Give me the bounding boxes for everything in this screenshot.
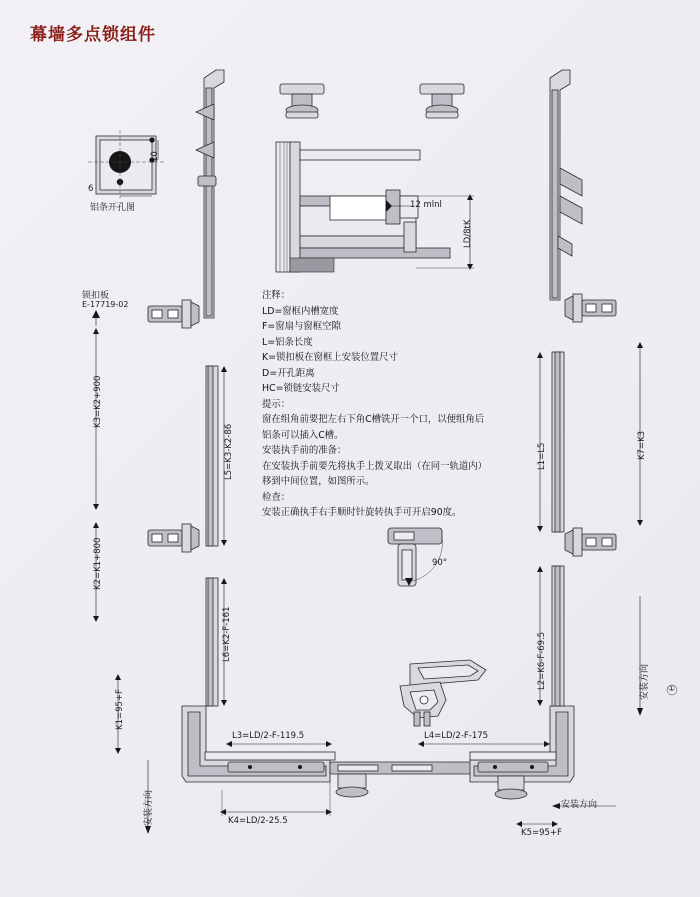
section-dim-label: 12 mlnl xyxy=(410,200,442,210)
corner-assembly-left xyxy=(182,706,335,816)
lock-plate-left-2 xyxy=(148,524,199,552)
prep-line-1: 移到中间位置，如图所示。 xyxy=(262,476,375,487)
section-ld-label: LD/8tK xyxy=(463,219,473,248)
drill-dim-h-label: 6 xyxy=(88,184,94,194)
dim-k1-label: K1=95+F xyxy=(115,689,125,730)
drill-dim-v-label: 10 xyxy=(150,151,160,162)
note-line-1: F=窗扇与窗框空隙 xyxy=(262,321,341,332)
rotation-detail xyxy=(388,528,443,586)
dim-k4-label: K4=LD/2-25.5 xyxy=(228,816,288,826)
check-line-0: 安装正确执手右手顺时针旋转执手可开启90度。 xyxy=(262,507,462,518)
note-line-5: HC=锁链安装尺寸 xyxy=(262,383,340,394)
prep-line-0: 在安装执手前要先将执手上拨叉取出（在同一轨道内） xyxy=(262,460,488,472)
arrow-lock-plate-left xyxy=(92,310,100,326)
lock-plate-label: 锁扣板 xyxy=(82,291,110,301)
tip-line-0: 窗在组角前要把左右下角C槽铣开一个口，以便组角后 xyxy=(262,414,485,425)
lock-plate-right-1 xyxy=(565,294,616,322)
note-line-3: K=锁扣板在窗框上安装位置尺寸 xyxy=(262,352,398,363)
vertical-bar-top-right xyxy=(550,70,582,300)
check-heading: 检查： xyxy=(262,491,291,503)
note-line-2: L=铝条长度 xyxy=(262,336,313,348)
section-detail xyxy=(276,142,474,272)
dim-l6-label: L6=K2-F-161 xyxy=(222,606,232,662)
tip-line-1: 铝条可以插入C槽。 xyxy=(262,429,344,441)
notes-block xyxy=(262,288,512,521)
install-direction-right-vert: 安装方向 xyxy=(640,663,650,700)
install-direction-right-horz: 安装方向 xyxy=(561,800,598,810)
prep-heading: 安装执手前的准备： xyxy=(262,445,347,456)
notes-heading: 注释： xyxy=(262,290,291,301)
install-direction-left: 安装方向 xyxy=(144,789,154,826)
dim-k5-label: K5=95+F xyxy=(521,828,562,838)
dim-l2-label: L2=K6-F-69.5 xyxy=(537,631,547,690)
top-fitting-left xyxy=(280,84,324,118)
lock-plate-code: E-17719-02 xyxy=(82,300,129,309)
handle-figure xyxy=(400,660,486,726)
center-keeper-bottom xyxy=(330,762,480,797)
note-line-0: LD=窗框内槽宽度 xyxy=(262,305,339,317)
drill-detail-figure xyxy=(88,130,164,198)
vertical-bar-top-left xyxy=(196,70,224,318)
drill-caption: 铝条开孔图 xyxy=(90,203,136,213)
dim-k2-label: K2=K1+800 xyxy=(93,537,103,590)
tip-heading: 提示： xyxy=(262,398,291,410)
lock-plate-left-1 xyxy=(148,300,199,328)
top-fitting-right xyxy=(420,84,464,118)
dim-k7-label: K7=K3 xyxy=(637,430,647,460)
dim-k3-label: K3=K2+900 xyxy=(93,375,103,428)
angle-label: 90° xyxy=(432,558,448,568)
note-line-4: D=开孔距离 xyxy=(262,367,315,379)
mark-1-label: ① xyxy=(668,684,676,693)
dim-l4-label: L4=LD/2-F-175 xyxy=(424,731,489,741)
page-title: 幕墙多点锁组件 xyxy=(30,25,156,45)
dim-l5-label: L5=K3-K2-86 xyxy=(224,423,234,480)
lock-plate-right-2 xyxy=(565,528,616,556)
dim-l3-label: L3=LD/2-F-119.5 xyxy=(232,731,305,741)
dim-l1-label: L1=L5 xyxy=(537,442,547,470)
